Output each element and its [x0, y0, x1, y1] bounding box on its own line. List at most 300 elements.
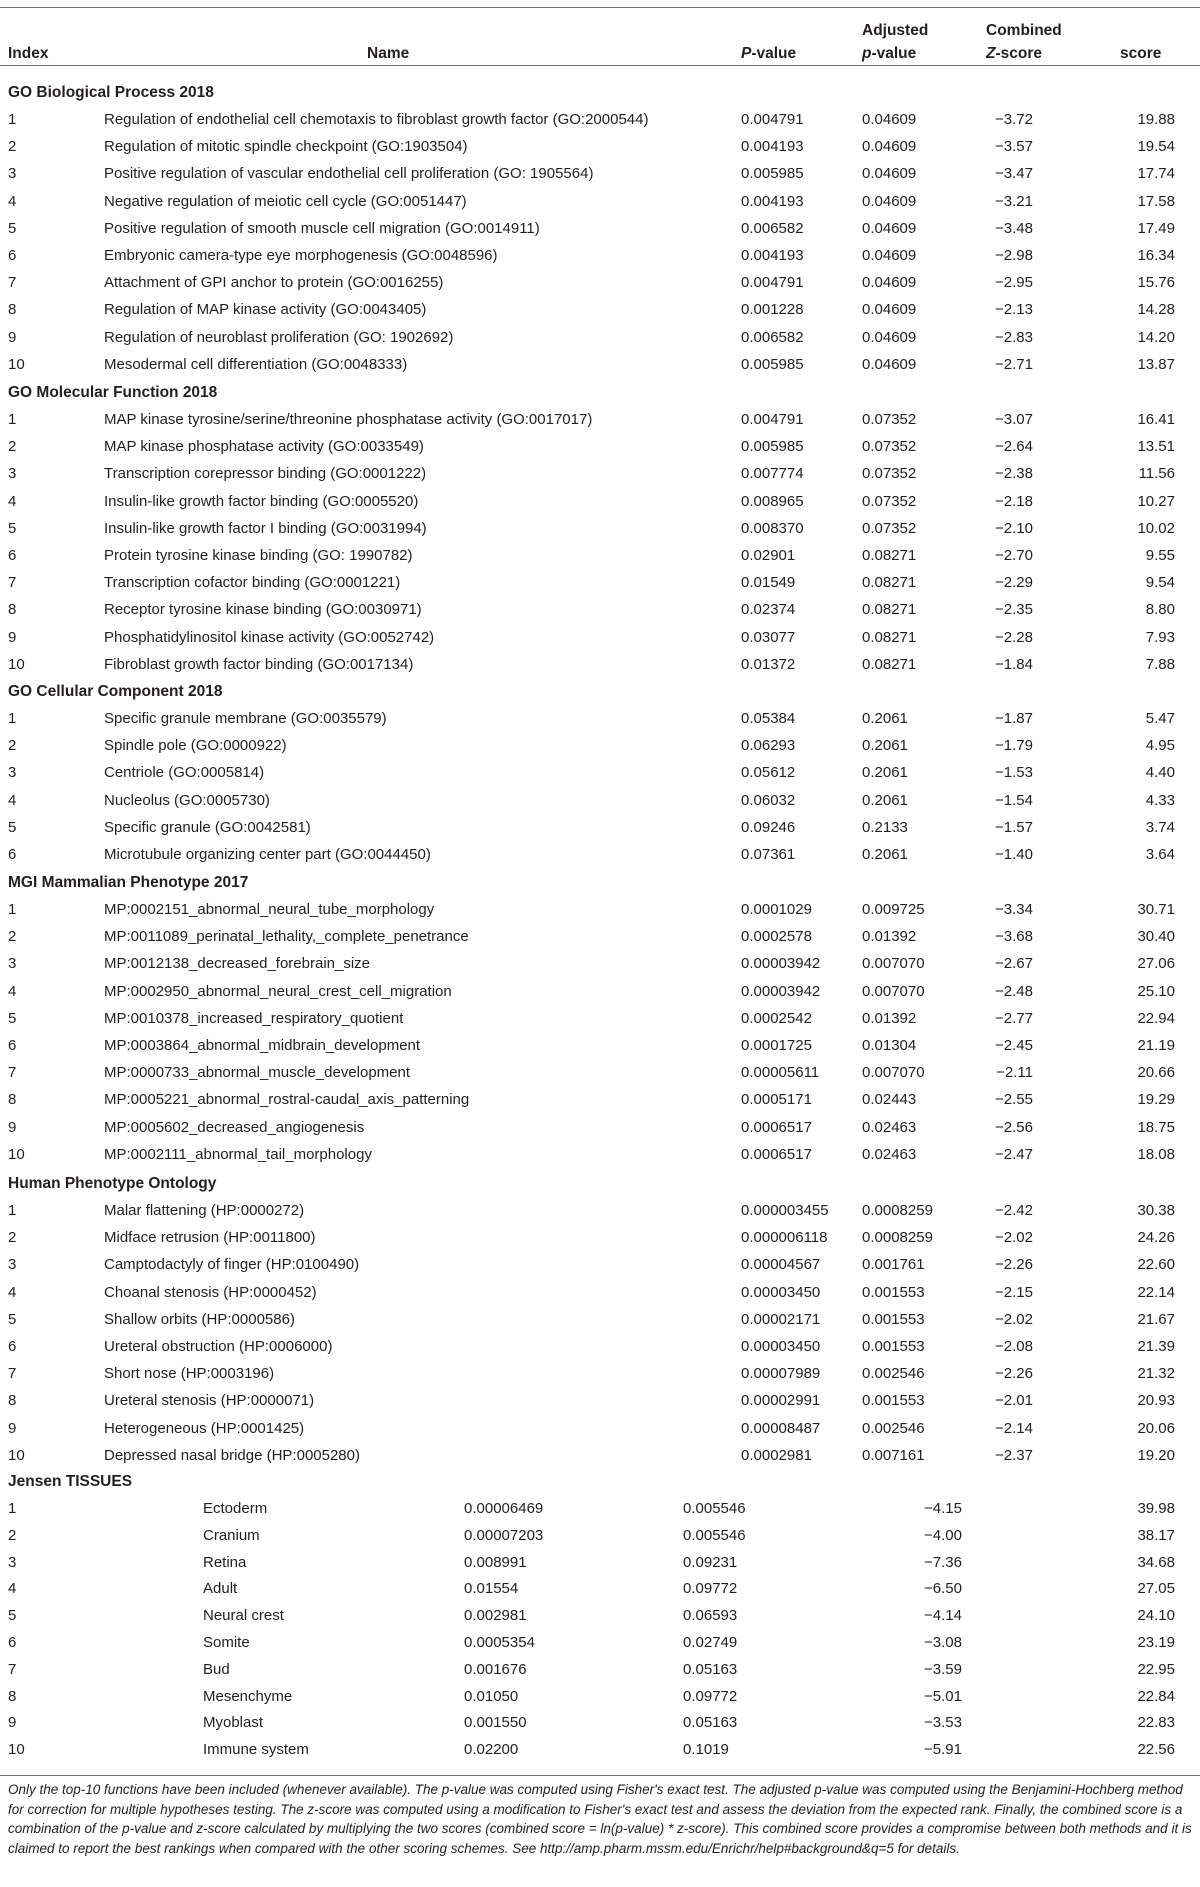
row-combined-score: 11.56 [1138, 465, 1175, 483]
row-adjusted-p-value: 0.07352 [862, 438, 917, 456]
row-p-value: 0.0006517 [741, 1145, 812, 1163]
row-combined-score: 10.02 [1137, 519, 1175, 537]
row-adjusted-p-value: 0.0008259 [862, 1229, 933, 1247]
row-p-value: 0.01554 [464, 1580, 519, 1598]
row-adjusted-p-value: 0.2061 [862, 791, 908, 809]
row-name: Short nose (HP:0003196) [104, 1365, 275, 1383]
row-combined-score: 21.19 [1137, 1037, 1175, 1054]
row-p-value: 0.008965 [741, 492, 804, 510]
row-combined-score: 22.60 [1137, 1256, 1175, 1274]
row-name: Heterogeneous (HP:0001425) [104, 1419, 305, 1437]
row-name: Adult [203, 1580, 238, 1598]
row-index: 4 [8, 982, 17, 1000]
row-name: Regulation of endothelial cell chemotaxis to fibroblast growth factor (GO:2000544) [104, 111, 649, 128]
row-combined-score: 15.76 [1137, 274, 1175, 292]
row-z-score: −3.47 [995, 165, 1033, 183]
row-combined-score: 21.39 [1137, 1338, 1175, 1355]
row-index: 2 [8, 737, 17, 755]
row-index: 8 [8, 601, 17, 619]
row-z-score: −5.01 [924, 1687, 962, 1705]
row-index: 4 [8, 791, 17, 809]
col-header-name: Name [367, 45, 410, 62]
row-z-score: −3.68 [995, 928, 1033, 946]
row-name: Bud [203, 1660, 230, 1678]
row-combined-score: 13.51 [1137, 438, 1175, 456]
row-combined-score: 27.05 [1137, 1580, 1175, 1598]
row-z-score: −2.48 [995, 982, 1033, 1000]
row-adjusted-p-value: 0.08271 [862, 601, 917, 619]
row-z-score: −2.35 [995, 601, 1033, 619]
row-name: Retina [203, 1553, 247, 1571]
row-combined-score: 4.95 [1145, 737, 1175, 755]
row-p-value: 0.02901 [741, 547, 796, 564]
row-p-value: 0.00005611 [741, 1064, 820, 1082]
row-name: Microtubule organizing center part (GO:0044450) [104, 846, 431, 863]
row-adjusted-p-value: 0.04609 [862, 301, 917, 319]
row-adjusted-p-value: 0.007070 [862, 1064, 925, 1082]
row-p-value: 0.00004567 [741, 1256, 821, 1274]
row-index: 4 [8, 1283, 17, 1301]
row-p-value: 0.00007989 [741, 1365, 821, 1383]
row-name: Ectoderm [203, 1500, 268, 1517]
row-name: Regulation of MAP kinase activity (GO:0043405) [104, 301, 427, 319]
table-footnote: Only the top-10 functions have been included (whenever available). The p-value was computed using Fisher's exact test. The adjusted p-value was computed using the Benjamini-Hochberg method for correction for multiple hypotheses testing. The z-score was computed using a modification to Fisher's exact test and assess the deviation from the expected rank. Finally, the combined score is a combination of the p-value and z-score calculated by multiplying the two scores (combined score = ln(p-value) * z-score). This combined score provides a compromise between both methods and it is claimed to report the best rankings when compared with the other scoring schemes. See http://amp.pharm.mssm.edu/Enrichr/help#background&q=5 for details. [8, 1782, 1192, 1856]
row-combined-score: 7.93 [1145, 628, 1175, 646]
row-name: Myoblast [203, 1714, 264, 1732]
row-z-score: −2.08 [995, 1338, 1033, 1355]
col-header-adj-p-value: p-value [862, 45, 917, 62]
row-index: 4 [8, 192, 17, 210]
row-combined-score: 38.17 [1137, 1526, 1175, 1544]
row-p-value: 0.000003455 [741, 1202, 829, 1219]
row-p-value: 0.004791 [741, 274, 804, 292]
row-adjusted-p-value: 0.07352 [862, 519, 917, 537]
row-index: 8 [8, 1392, 17, 1410]
row-p-value: 0.00003450 [741, 1283, 821, 1301]
row-combined-score: 19.20 [1137, 1446, 1175, 1464]
row-p-value: 0.004193 [741, 192, 804, 210]
row-name: Specific granule membrane (GO:0035579) [104, 710, 387, 727]
row-p-value: 0.02200 [464, 1741, 519, 1759]
row-z-score: −2.15 [995, 1283, 1033, 1301]
row-p-value: 0.09246 [741, 818, 796, 836]
row-z-score: −2.55 [995, 1091, 1033, 1109]
row-p-value: 0.00006469 [464, 1500, 544, 1517]
row-z-score: −3.48 [995, 219, 1033, 237]
row-index: 1 [8, 710, 17, 727]
row-adjusted-p-value: 0.04609 [862, 165, 917, 183]
row-z-score: −2.26 [995, 1256, 1033, 1274]
row-combined-score: 13.87 [1137, 355, 1175, 373]
row-index: 7 [8, 1660, 17, 1678]
row-adjusted-p-value: 0.001761 [862, 1256, 925, 1274]
row-p-value: 0.06293 [741, 737, 796, 755]
row-p-value: 0.0005354 [464, 1634, 535, 1651]
row-combined-score: 17.49 [1137, 219, 1175, 237]
row-adjusted-p-value: 0.07352 [862, 465, 917, 483]
row-p-value: 0.004193 [741, 138, 804, 156]
row-combined-score: 17.58 [1137, 192, 1175, 210]
section-heading: Jensen TISSUES [8, 1473, 133, 1490]
row-index: 2 [8, 1526, 17, 1544]
row-index: 9 [8, 1419, 17, 1437]
row-index: 1 [8, 901, 17, 918]
col-header-score: score [1120, 45, 1162, 62]
row-name: Cranium [203, 1526, 260, 1544]
row-adjusted-p-value: 0.02749 [683, 1634, 738, 1651]
row-index: 7 [8, 274, 17, 292]
row-p-value: 0.0002578 [741, 928, 812, 946]
row-p-value: 0.05612 [741, 764, 796, 782]
row-p-value: 0.004193 [741, 247, 804, 264]
row-p-value: 0.008370 [741, 519, 804, 537]
row-index: 8 [8, 1091, 17, 1109]
row-z-score: −2.29 [995, 574, 1033, 592]
row-index: 5 [8, 219, 17, 237]
row-z-score: −2.64 [995, 438, 1033, 456]
row-adjusted-p-value: 0.07352 [862, 492, 917, 510]
row-name: MP:0002950_abnormal_neural_crest_cell_migration [104, 982, 452, 1000]
row-adjusted-p-value: 0.002546 [862, 1419, 925, 1437]
row-index: 9 [8, 1118, 17, 1136]
row-adjusted-p-value: 0.05163 [683, 1660, 738, 1678]
row-z-score: −4.00 [924, 1526, 962, 1544]
row-index: 5 [8, 818, 17, 836]
row-p-value: 0.007774 [741, 465, 804, 483]
row-p-value: 0.005985 [741, 355, 804, 373]
row-z-score: −3.07 [995, 411, 1033, 428]
table-top-rule [0, 7, 1200, 8]
row-name: Camptodactyly of finger (HP:0100490) [104, 1256, 360, 1274]
row-adjusted-p-value: 0.2061 [862, 710, 908, 727]
row-p-value: 0.01372 [741, 655, 796, 673]
row-adjusted-p-value: 0.02463 [862, 1118, 917, 1136]
row-z-score: −2.02 [995, 1229, 1033, 1247]
row-p-value: 0.005985 [741, 165, 804, 183]
row-z-score: −1.79 [995, 737, 1033, 755]
row-z-score: −2.56 [995, 1118, 1033, 1136]
row-p-value: 0.0001029 [741, 901, 812, 918]
row-adjusted-p-value: 0.005546 [683, 1500, 746, 1517]
row-adjusted-p-value: 0.0008259 [862, 1202, 933, 1219]
row-name: Neural crest [203, 1607, 284, 1625]
row-adjusted-p-value: 0.01304 [862, 1037, 917, 1054]
col-header-p-value: P-value [741, 45, 797, 62]
row-p-value: 0.00007203 [464, 1526, 544, 1544]
row-combined-score: 9.55 [1145, 547, 1175, 564]
row-index: 5 [8, 1009, 17, 1027]
row-index: 1 [8, 1500, 17, 1517]
row-combined-score: 4.40 [1145, 764, 1175, 782]
row-z-score: −1.54 [995, 791, 1033, 809]
row-z-score: −2.26 [995, 1365, 1033, 1383]
row-name: Protein tyrosine kinase binding (GO: 1990782) [104, 547, 413, 564]
row-name: Shallow orbits (HP:0000586) [104, 1310, 295, 1328]
row-combined-score: 21.67 [1137, 1310, 1175, 1328]
row-index: 3 [8, 764, 17, 782]
row-z-score: −2.18 [995, 492, 1033, 510]
row-combined-score: 22.95 [1137, 1660, 1175, 1678]
row-name: Fibroblast growth factor binding (GO:0017134) [104, 655, 414, 673]
row-adjusted-p-value: 0.007070 [862, 955, 925, 973]
row-name: MAP kinase phosphatase activity (GO:0033549) [104, 438, 424, 456]
row-adjusted-p-value: 0.08271 [862, 574, 917, 592]
row-adjusted-p-value: 0.02463 [862, 1145, 917, 1163]
row-p-value: 0.02374 [741, 601, 796, 619]
row-adjusted-p-value: 0.2061 [862, 764, 908, 782]
row-index: 1 [8, 1202, 17, 1219]
row-name: Regulation of neuroblast proliferation (GO: 1902692) [104, 328, 454, 346]
row-z-score: −2.13 [995, 301, 1033, 319]
row-name: MP:0003864_abnormal_midbrain_development [104, 1037, 421, 1054]
row-combined-score: 4.33 [1145, 791, 1175, 809]
row-z-score: −5.91 [924, 1741, 962, 1759]
row-name: Transcription cofactor binding (GO:0001221) [104, 574, 401, 592]
row-index: 6 [8, 1634, 17, 1651]
row-index: 9 [8, 628, 17, 646]
row-p-value: 0.004791 [741, 111, 804, 128]
row-combined-score: 22.84 [1137, 1687, 1175, 1705]
row-name: MP:0002111_abnormal_tail_morphology [104, 1145, 372, 1163]
row-name: Receptor tyrosine kinase binding (GO:0030971) [104, 601, 422, 619]
row-name: Ureteral stenosis (HP:0000071) [104, 1392, 315, 1410]
row-combined-score: 14.28 [1137, 301, 1175, 319]
row-combined-score: 17.74 [1137, 165, 1175, 183]
row-p-value: 0.0002542 [741, 1009, 812, 1027]
row-adjusted-p-value: 0.2133 [862, 818, 908, 836]
row-index: 4 [8, 492, 17, 510]
row-name: Depressed nasal bridge (HP:0005280) [104, 1446, 360, 1464]
row-p-value: 0.0006517 [741, 1118, 812, 1136]
row-p-value: 0.006582 [741, 219, 804, 237]
row-name: Positive regulation of smooth muscle cell migration (GO:0014911) [104, 219, 540, 237]
row-index: 10 [8, 355, 25, 373]
section-heading: Human Phenotype Ontology [8, 1175, 217, 1192]
row-combined-score: 21.32 [1137, 1365, 1175, 1383]
row-adjusted-p-value: 0.04609 [862, 274, 917, 292]
row-name: Embryonic camera-type eye morphogenesis (GO:0048596) [104, 247, 498, 264]
row-adjusted-p-value: 0.04609 [862, 111, 917, 128]
row-combined-score: 7.88 [1145, 655, 1175, 673]
row-adjusted-p-value: 0.04609 [862, 328, 917, 346]
row-combined-score: 19.29 [1137, 1091, 1175, 1109]
row-index: 7 [8, 1365, 17, 1383]
row-combined-score: 30.71 [1137, 901, 1175, 918]
row-z-score: −2.45 [995, 1037, 1033, 1054]
row-index: 2 [8, 138, 17, 156]
row-adjusted-p-value: 0.05163 [683, 1714, 738, 1732]
row-combined-score: 19.54 [1137, 138, 1175, 156]
row-combined-score: 30.38 [1137, 1202, 1175, 1219]
row-p-value: 0.0002981 [741, 1446, 812, 1464]
row-combined-score: 24.10 [1137, 1607, 1175, 1625]
row-name: Insulin-like growth factor binding (GO:0005520) [104, 492, 419, 510]
row-p-value: 0.000006118 [741, 1229, 828, 1247]
row-name: MP:0005602_decreased_angiogenesis [104, 1118, 365, 1136]
row-index: 4 [8, 1580, 17, 1598]
row-name: Regulation of mitotic spindle checkpoint (GO:1903504) [104, 138, 468, 156]
row-name: Spindle pole (GO:0000922) [104, 737, 287, 755]
row-adjusted-p-value: 0.007070 [862, 982, 925, 1000]
row-adjusted-p-value: 0.002546 [862, 1365, 925, 1383]
row-index: 3 [8, 955, 17, 973]
row-z-score: −2.28 [995, 628, 1033, 646]
row-adjusted-p-value: 0.005546 [683, 1526, 746, 1544]
row-name: Insulin-like growth factor I binding (GO:0031994) [104, 519, 427, 537]
row-combined-score: 39.98 [1137, 1500, 1175, 1517]
row-index: 6 [8, 1037, 17, 1054]
row-adjusted-p-value: 0.04609 [862, 192, 917, 210]
row-p-value: 0.01549 [741, 574, 796, 592]
row-adjusted-p-value: 0.2061 [862, 737, 908, 755]
row-p-value: 0.00003942 [741, 955, 821, 973]
row-name: Mesodermal cell differentiation (GO:0048333) [104, 355, 408, 373]
row-combined-score: 22.14 [1137, 1283, 1175, 1301]
row-z-score: −2.77 [995, 1009, 1033, 1027]
row-adjusted-p-value: 0.02443 [862, 1091, 917, 1109]
row-p-value: 0.004791 [741, 411, 804, 428]
section-heading: GO Molecular Function 2018 [8, 384, 218, 401]
row-z-score: −4.15 [924, 1500, 962, 1517]
col-header-index: Index [8, 45, 49, 62]
row-index: 2 [8, 438, 17, 456]
col-header-adjusted: Adjusted [862, 22, 929, 39]
row-index: 10 [8, 1741, 25, 1759]
row-index: 8 [8, 1687, 17, 1705]
row-z-score: −2.83 [995, 328, 1033, 346]
row-combined-score: 3.64 [1145, 846, 1175, 863]
row-name: Ureteral obstruction (HP:0006000) [104, 1338, 333, 1355]
row-adjusted-p-value: 0.08271 [862, 547, 917, 564]
row-name: Transcription corepressor binding (GO:0001222) [104, 465, 427, 483]
row-combined-score: 20.66 [1137, 1064, 1175, 1082]
row-adjusted-p-value: 0.001553 [862, 1310, 925, 1328]
row-z-score: −2.37 [995, 1446, 1033, 1464]
row-adjusted-p-value: 0.08271 [862, 655, 917, 673]
row-name: MP:0010378_increased_respiratory_quotient [104, 1009, 404, 1027]
row-adjusted-p-value: 0.01392 [862, 928, 917, 946]
row-z-score: −3.72 [995, 111, 1033, 128]
row-combined-score: 9.54 [1145, 574, 1175, 592]
row-name: Choanal stenosis (HP:0000452) [104, 1283, 317, 1301]
row-adjusted-p-value: 0.08271 [862, 628, 917, 646]
row-z-score: −1.84 [995, 655, 1033, 673]
row-index: 3 [8, 465, 17, 483]
header-bottom-rule [0, 65, 1200, 66]
row-combined-score: 5.47 [1145, 710, 1175, 727]
row-z-score: −2.95 [995, 274, 1033, 292]
section-heading: MGI Mammalian Phenotype 2017 [8, 874, 249, 891]
row-combined-score: 16.34 [1137, 247, 1175, 264]
row-p-value: 0.001676 [464, 1660, 527, 1678]
row-combined-score: 20.06 [1137, 1419, 1175, 1437]
row-index: 3 [8, 165, 17, 183]
row-p-value: 0.06032 [741, 791, 796, 809]
row-adjusted-p-value: 0.07352 [862, 411, 917, 428]
row-combined-score: 16.41 [1137, 411, 1175, 428]
row-z-score: −2.11 [996, 1064, 1033, 1082]
row-name: Negative regulation of meiotic cell cycle (GO:0051447) [104, 192, 467, 210]
row-z-score: −7.36 [924, 1553, 962, 1571]
row-z-score: −1.57 [995, 818, 1033, 836]
row-combined-score: 18.08 [1137, 1145, 1175, 1163]
row-combined-score: 25.10 [1137, 982, 1175, 1000]
row-z-score: −3.08 [924, 1634, 962, 1651]
row-z-score: −1.53 [995, 764, 1033, 782]
row-p-value: 0.002981 [464, 1607, 527, 1625]
row-index: 8 [8, 301, 17, 319]
row-name: MP:0000733_abnormal_muscle_development [104, 1064, 411, 1082]
row-adjusted-p-value: 0.01392 [862, 1009, 917, 1027]
row-combined-score: 20.93 [1137, 1392, 1175, 1410]
row-z-score: −2.38 [995, 465, 1033, 483]
row-p-value: 0.00003450 [741, 1338, 821, 1355]
row-index: 5 [8, 519, 17, 537]
row-name: MP:0012138_decreased_forebrain_size [104, 955, 371, 973]
row-name: Malar flattening (HP:0000272) [104, 1202, 305, 1219]
row-adjusted-p-value: 0.04609 [862, 138, 917, 156]
row-combined-score: 34.68 [1137, 1553, 1175, 1571]
row-index: 5 [8, 1310, 17, 1328]
table-bottom-rule [0, 1775, 1200, 1776]
row-z-score: −2.14 [995, 1419, 1033, 1437]
row-p-value: 0.001228 [741, 301, 804, 319]
row-adjusted-p-value: 0.09772 [683, 1580, 738, 1598]
row-index: 6 [8, 846, 17, 863]
row-adjusted-p-value: 0.04609 [862, 247, 917, 264]
row-z-score: −2.67 [995, 955, 1033, 973]
row-index: 10 [8, 1145, 25, 1163]
row-p-value: 0.00008487 [741, 1419, 821, 1437]
row-index: 10 [8, 655, 25, 673]
row-z-score: −2.10 [995, 519, 1033, 537]
row-adjusted-p-value: 0.09231 [683, 1553, 738, 1571]
row-name: Specific granule (GO:0042581) [104, 818, 311, 836]
row-combined-score: 27.06 [1137, 955, 1175, 973]
row-index: 5 [8, 1607, 17, 1625]
row-z-score: −2.71 [995, 355, 1033, 373]
row-index: 9 [8, 328, 17, 346]
row-index: 3 [8, 1256, 17, 1274]
row-combined-score: 22.94 [1137, 1009, 1175, 1027]
row-z-score: −2.47 [995, 1145, 1033, 1163]
row-name: Immune system [203, 1741, 309, 1759]
row-combined-score: 19.88 [1137, 111, 1175, 128]
row-combined-score: 18.75 [1137, 1118, 1175, 1136]
row-adjusted-p-value: 0.001553 [862, 1283, 925, 1301]
col-header-z-score: Z-score [986, 45, 1042, 62]
row-z-score: −2.70 [995, 547, 1033, 564]
row-p-value: 0.005985 [741, 438, 804, 456]
row-p-value: 0.03077 [741, 628, 796, 646]
row-name: MAP kinase tyrosine/serine/threonine phosphatase activity (GO:0017017) [104, 411, 593, 428]
row-index: 2 [8, 1229, 17, 1247]
row-z-score: −1.40 [995, 846, 1033, 863]
row-adjusted-p-value: 0.007161 [862, 1446, 925, 1464]
row-adjusted-p-value: 0.1019 [683, 1741, 729, 1759]
row-adjusted-p-value: 0.001553 [862, 1338, 925, 1355]
row-adjusted-p-value: 0.009725 [862, 901, 925, 918]
row-index: 3 [8, 1553, 17, 1571]
row-index: 6 [8, 247, 17, 264]
row-name: Attachment of GPI anchor to protein (GO:0016255) [104, 274, 444, 292]
row-index: 6 [8, 547, 17, 564]
row-adjusted-p-value: 0.2061 [862, 846, 908, 863]
row-z-score: −2.98 [995, 247, 1033, 264]
row-p-value: 0.0001725 [741, 1037, 812, 1054]
row-adjusted-p-value: 0.04609 [862, 219, 917, 237]
row-z-score: −3.21 [995, 192, 1033, 210]
